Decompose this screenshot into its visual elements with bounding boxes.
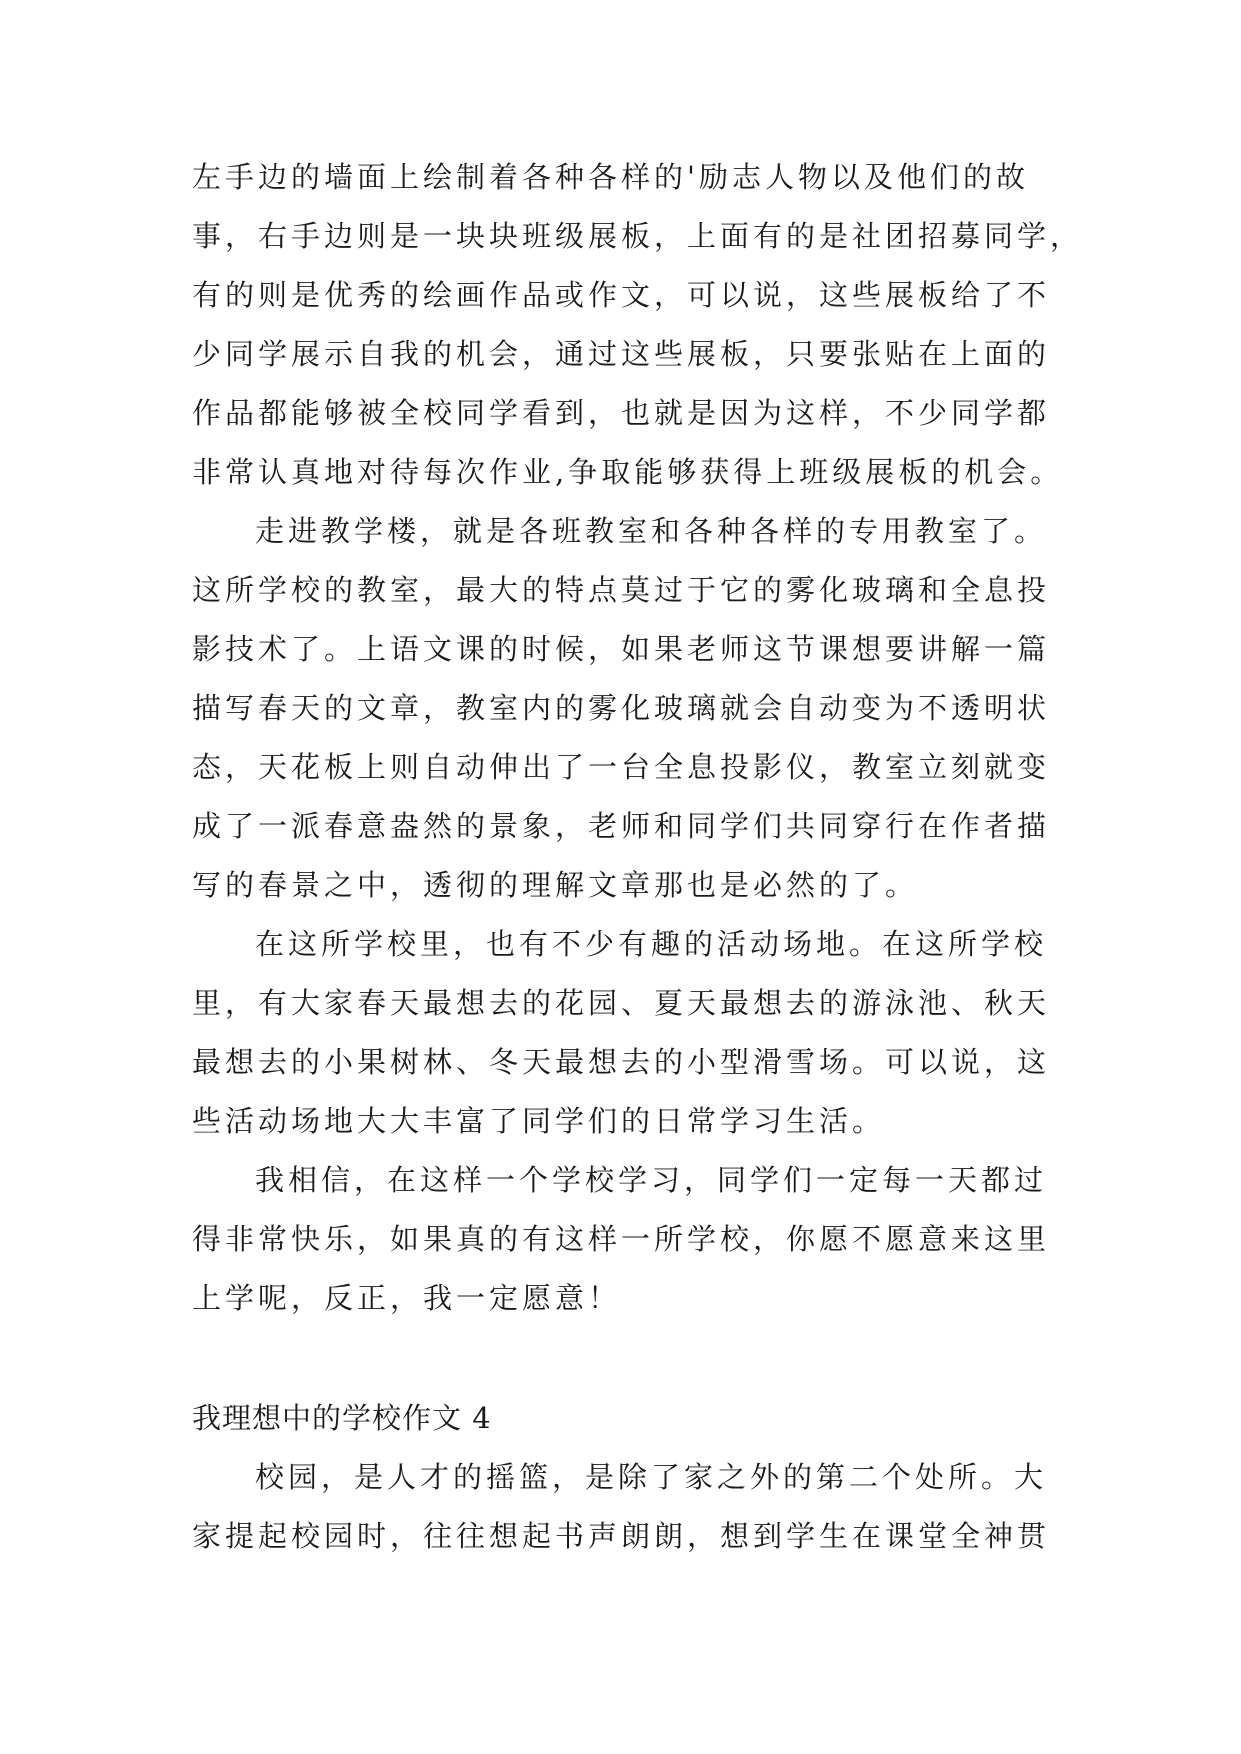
text-line: 校园，是人才的摇篮，是除了家之外的第二个处所。大: [255, 1460, 1048, 1494]
section-heading: 我理想中的学校作文 4: [192, 1401, 492, 1435]
text-line: 我相信，在这样一个学校学习，同学们一定每一天都过: [255, 1163, 1048, 1197]
text-line: 非常认真地对待每次作业,争取能够获得上班级展板的机会。: [192, 455, 1064, 489]
text-line: 态，天花板上则自动伸出了一台全息投影仪，教室立刻就变: [192, 750, 1051, 784]
section-spacer: [192, 1328, 1052, 1389]
text-line: 左手边的墙面上绘制着各种各样的'励志人物以及他们的故: [192, 160, 1029, 194]
paragraph-5: [192, 1448, 1052, 1566]
text-line: 少同学展示自我的机会，通过这些展板，只要张贴在上面的: [192, 337, 1051, 371]
paragraph-1: [192, 148, 1084, 502]
text-line: 些活动场地大大丰富了同学们的日常学习生活。: [192, 1104, 886, 1138]
text-line: 最想去的小果树林、冬天最想去的小型滑雪场。可以说，这: [192, 1045, 1051, 1079]
paragraph-2: [192, 502, 1052, 915]
text-line: 成了一派春意盎然的景象，老师和同学们共同穿行在作者描: [192, 809, 1051, 843]
text-line: 得非常快乐，如果真的有这样一所学校，你愿不愿意来这里: [192, 1222, 1051, 1256]
paragraph-3: [192, 915, 1052, 1151]
paragraph-4: [192, 1151, 1052, 1328]
text-line: 在这所学校里，也有不少有趣的活动场地。在这所学校: [255, 927, 1048, 961]
text-line: 这所学校的教室，最大的特点莫过于它的雾化玻璃和全息投: [192, 573, 1051, 607]
text-line: 作品都能够被全校同学看到，也就是因为这样，不少同学都: [192, 396, 1051, 430]
text-line: 有的则是优秀的绘画作品或作文，可以说，这些展板给了不: [192, 278, 1051, 312]
text-line: 事，右手边则是一块块班级展板，上面有的是社团招募同学，: [192, 219, 1084, 253]
document-page: [192, 148, 1084, 1566]
text-line: 里，有大家春天最想去的花园、夏天最想去的游泳池、秋天: [192, 986, 1051, 1020]
text-line: 走进教学楼，就是各班教室和各种各样的专用教室了。: [255, 514, 1048, 548]
text-line: 描写春天的文章，教室内的雾化玻璃就会自动变为不透明状: [192, 691, 1051, 725]
text-line: 上学呢，反正，我一定愿意！: [192, 1281, 622, 1315]
text-line: 家提起校园时，往往想起书声朗朗，想到学生在课堂全神贯: [192, 1519, 1051, 1553]
text-line: 影技术了。上语文课的时候，如果老师这节课想要讲解一篇: [192, 632, 1051, 666]
text-line: 写的春景之中，透彻的理解文章那也是必然的了。: [192, 868, 919, 902]
